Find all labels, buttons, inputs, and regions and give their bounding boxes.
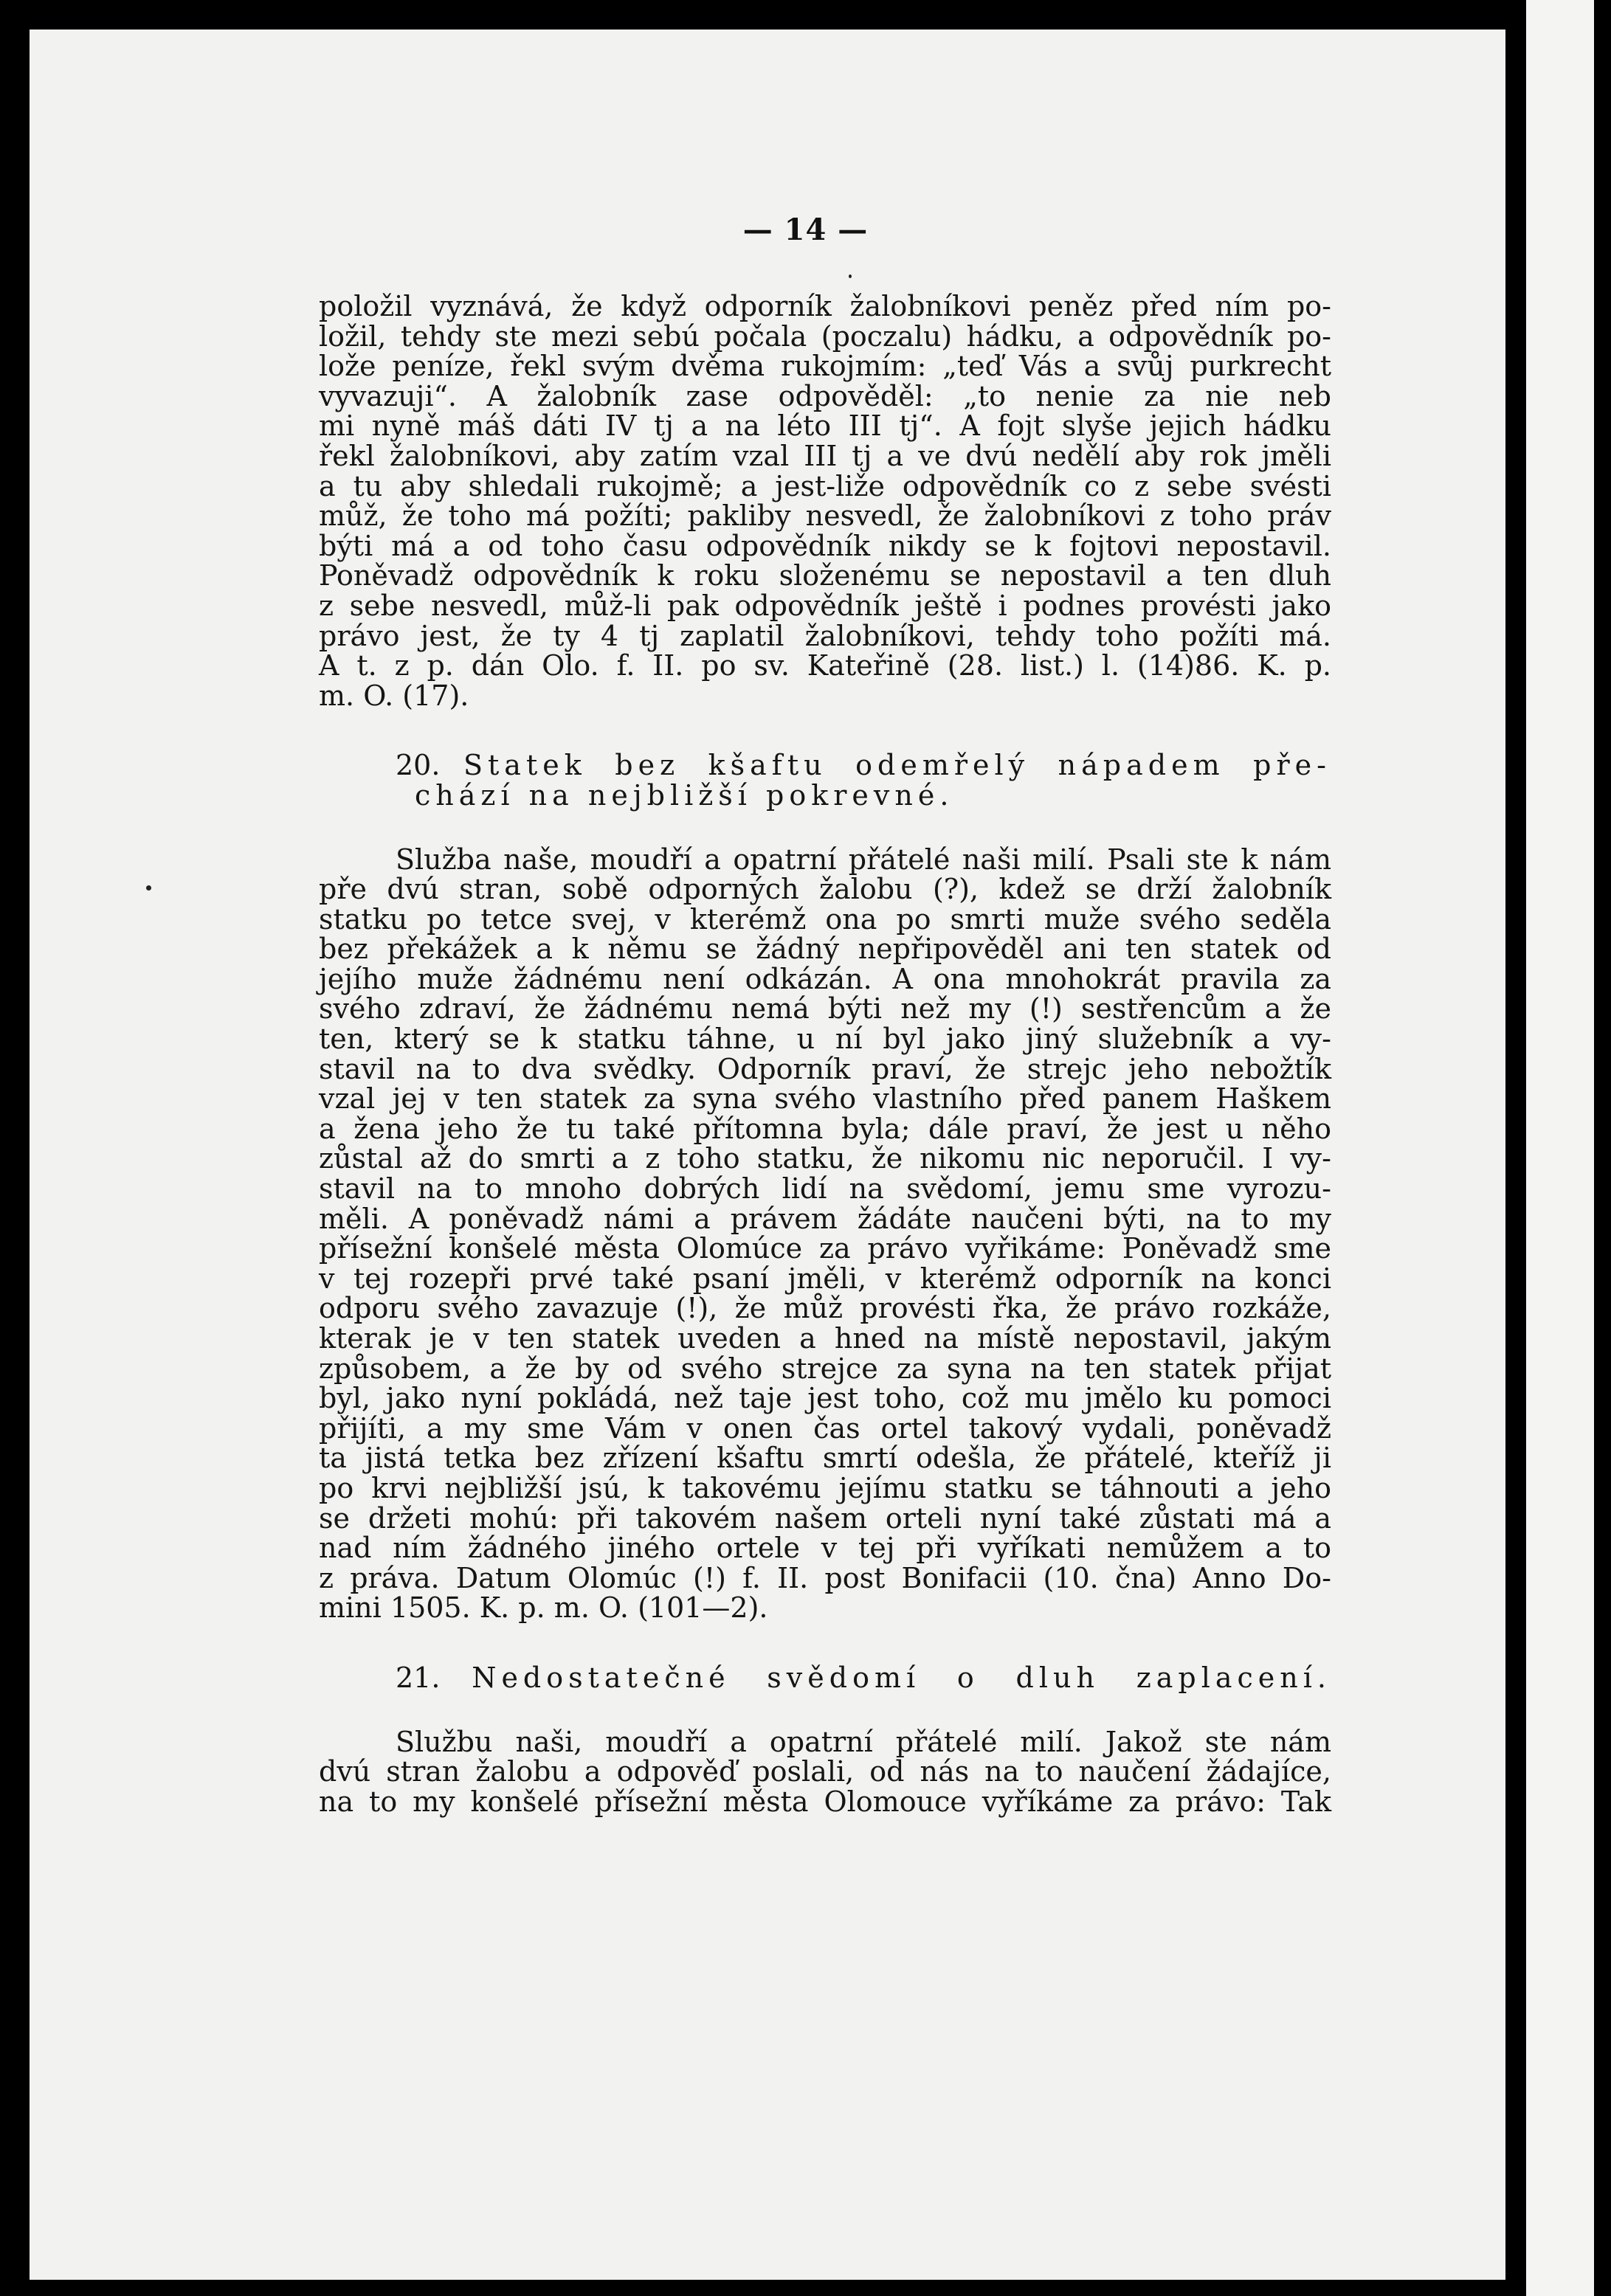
text-line: můž, že toho má požíti; pakliby nesvedl, že žalobníkovi z toho práv [319, 499, 1331, 533]
text-line: řekl žalobníkovi, aby zatím vzal III tj a ve dvú nedělí aby rok jměli [319, 439, 1331, 472]
scan-border [1594, 0, 1611, 2296]
text-line: jejího muže žádnému není odkázán. A ona mnohokrát pravila za [319, 962, 1331, 995]
text-line: statku po tetce svej, v kterémž ona po smrti muže svého seděla [319, 902, 1331, 936]
section-20-heading [319, 750, 1331, 810]
text-line: stavil na to dva svědky. Odporník praví, že strejc jeho nebožtík [319, 1052, 1331, 1085]
next-page-edge [1526, 0, 1600, 2296]
section-20-title-cont: chází na nejbližší pokrevné. [415, 778, 954, 812]
text-line: Služba naše, moudří a opatrní přátelé naši milí. Psali ste k nám [396, 843, 1331, 876]
text-line: mi nyně máš dáti IV tj a na léto III tj“. A fojt slyše jejich hádku [319, 409, 1331, 443]
text-line: m. O. (17). [319, 679, 469, 712]
text-line: právo jest, že ty 4 tj zaplatil žalobníkovi, tehdy toho požíti má. [319, 619, 1331, 652]
section-21-number: 21. [396, 1661, 441, 1694]
page-number: — 14 — [742, 212, 869, 247]
text-line: mini 1505. K. p. m. O. (101—2). [319, 1591, 768, 1625]
section-21-body [319, 1727, 1331, 1817]
text-line: se držeti mohú: při takovém našem orteli nyní také zůstati má a [319, 1501, 1331, 1535]
section-21-title: Nedostatečné svědomí o dluh zaplacení. [472, 1661, 1331, 1694]
text-line: na to my konšelé přísežní města Olomouce vyříkáme za právo: Tak [319, 1785, 1331, 1818]
text-line: lože peníze, řekl svým dvěma rukojmím: „teď Vás a svůj purkrecht [319, 350, 1331, 383]
text-line: v tej rozepři prvé také psaní jměli, v kterémž odporník na konci [319, 1262, 1331, 1295]
text-line: vzal jej v ten statek za syna svého vlastního před panem Haškem [319, 1082, 1331, 1116]
text-line: ložil, tehdy ste mezi sebú počala (poczalu) hádku, a odpovědník po- [319, 319, 1331, 353]
text-line: měli. A poněvadž námi a právem žádáte naučeni býti, na to my [319, 1202, 1331, 1235]
document-body [319, 291, 1331, 1816]
text-line: přísežní konšelé města Olomúce za právo vyřikáme: Poněvadž sme [319, 1232, 1331, 1265]
intro-paragraph [319, 291, 1331, 710]
text-line: a tu aby shledali rukojmě; a jest-liže odpovědník co z sebe svésti [319, 469, 1331, 502]
section-20-title: Statek bez kšaftu odemřelý nápadem pře- [463, 749, 1331, 782]
text-line: vyvazuji“. A žalobník zase odpověděl: „to nenie za nie neb [319, 379, 1331, 412]
text-line: A t. z p. dán Olo. f. II. po sv. Kateřině (28. list.) l. (14)86. K. p. [319, 649, 1331, 682]
text-line: býti má a od toho času odpovědník nikdy se k fojtovi nepostavil. [319, 529, 1331, 562]
section-20-body [319, 845, 1331, 1623]
text-line: způsobem, a že by od svého strejce za syna na ten statek přijat [319, 1352, 1331, 1385]
section-20-title-line [319, 750, 1331, 781]
text-line: ten, který se k statku táhne, u ní byl jako jiný služebník a vy- [319, 1023, 1331, 1056]
section-21-title-line [319, 1663, 1331, 1693]
section-21-heading [319, 1663, 1331, 1693]
text-line: zůstal až do smrti a z toho statku, že nikomu nic neporučil. I vy- [319, 1142, 1331, 1175]
text-line: kterak je v ten statek uveden a hned na místě nepostavil, jakým [319, 1322, 1331, 1355]
text-line: svého zdraví, že žádnému nemá býti než my (!) sestřencům a že [319, 992, 1331, 1026]
text-line: po krvi nejbližší jsú, k takovému jejímu statku se táhnouti a jeho [319, 1471, 1331, 1504]
scan-speck [146, 885, 151, 891]
text-line: a žena jeho že tu také přítomna byla; dále praví, že jest u něho [319, 1112, 1331, 1145]
spacer [319, 1693, 1331, 1727]
text-line: nad ním žádného jiného ortele v tej při vyříkati nemůžem a to [319, 1532, 1331, 1565]
text-line: pře dvú stran, sobě odporných žalobu (?), kdež se drží žalobník [319, 873, 1331, 906]
text-line: byl, jako nyní pokládá, než taje jest toho, což mu jmělo ku pomoci [319, 1382, 1331, 1415]
spacer [319, 811, 1331, 845]
text-line: z práva. Datum Olomúc (!) f. II. post Bonifacii (10. čna) Anno Do- [319, 1561, 1331, 1594]
text-line: dvú stran žalobu a odpověď poslali, od nás na to naučení žádajíce, [319, 1755, 1331, 1788]
text-line: Službu naši, moudří a opatrní přátelé milí. Jakož ste nám [396, 1725, 1331, 1758]
text-line: přijíti, a my sme Vám v onen čas ortel takový vydali, poněvadž [319, 1411, 1331, 1445]
text-line: z sebe nesvedl, můž-li pak odpovědník ještě i podnes provésti jako [319, 589, 1331, 622]
text-line: ta jistá tetka bez zřízení kšaftu smrtí odešla, že přátelé, kteříž ji [319, 1442, 1331, 1475]
section-20-number: 20. [396, 749, 441, 782]
text-line: stavil na to mnoho dobrých lidí na svědomí, jemu sme vyrozu- [319, 1172, 1331, 1206]
text-line: bez překážek a k němu se žádný nepřipověděl ani ten statek od [319, 933, 1331, 966]
text-line: Poněvadž odpovědník k roku složenému se nepostavil a ten dluh [319, 559, 1331, 592]
text-line: položil vyznává, že když odporník žalobníkovi peněz před ním po- [319, 290, 1331, 322]
scan-speck [849, 274, 852, 278]
text-line: odporu svého zavazuje (!), že můž provésti řka, že právo rozkáže, [319, 1292, 1331, 1325]
